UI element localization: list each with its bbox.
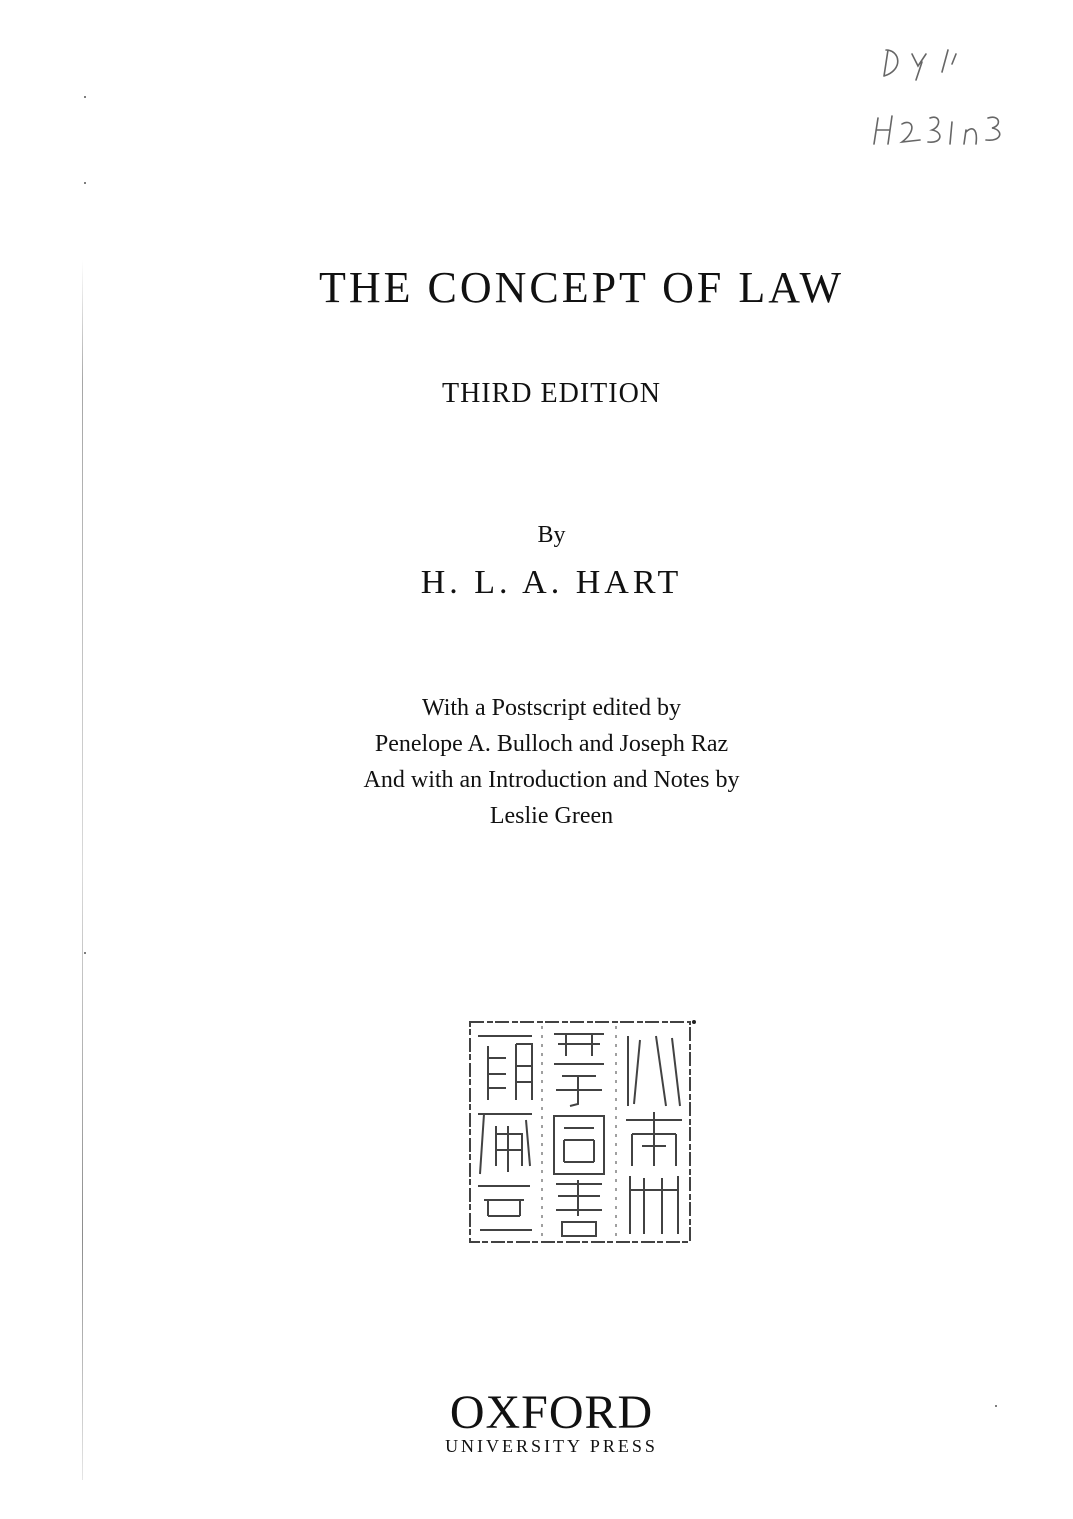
- scan-edge-line: [82, 260, 83, 1480]
- credit-line: With a Postscript edited by: [422, 695, 681, 721]
- publisher-logo: OXFORD: [449, 1386, 654, 1439]
- publisher-subtitle: UNIVERSITY PRESS: [445, 1436, 658, 1456]
- scan-speck: [84, 96, 86, 98]
- author-name: H. L. A. HART: [420, 564, 683, 601]
- scan-speck: [84, 182, 86, 184]
- credits-block: [15, 690, 1073, 834]
- library-seal-icon: [466, 1016, 696, 1248]
- credit-line: And with an Introduction and Notes by: [363, 767, 740, 793]
- scan-speck: [84, 952, 86, 954]
- edition-label: THIRD EDITION: [441, 378, 662, 409]
- book-title: THE CONCEPT OF LAW: [318, 263, 845, 312]
- credit-line: Leslie Green: [489, 803, 614, 829]
- handwritten-call-number-icon: [868, 40, 1018, 160]
- by-label: By: [537, 522, 566, 548]
- credit-line: Penelope A. Bulloch and Joseph Raz: [374, 731, 729, 757]
